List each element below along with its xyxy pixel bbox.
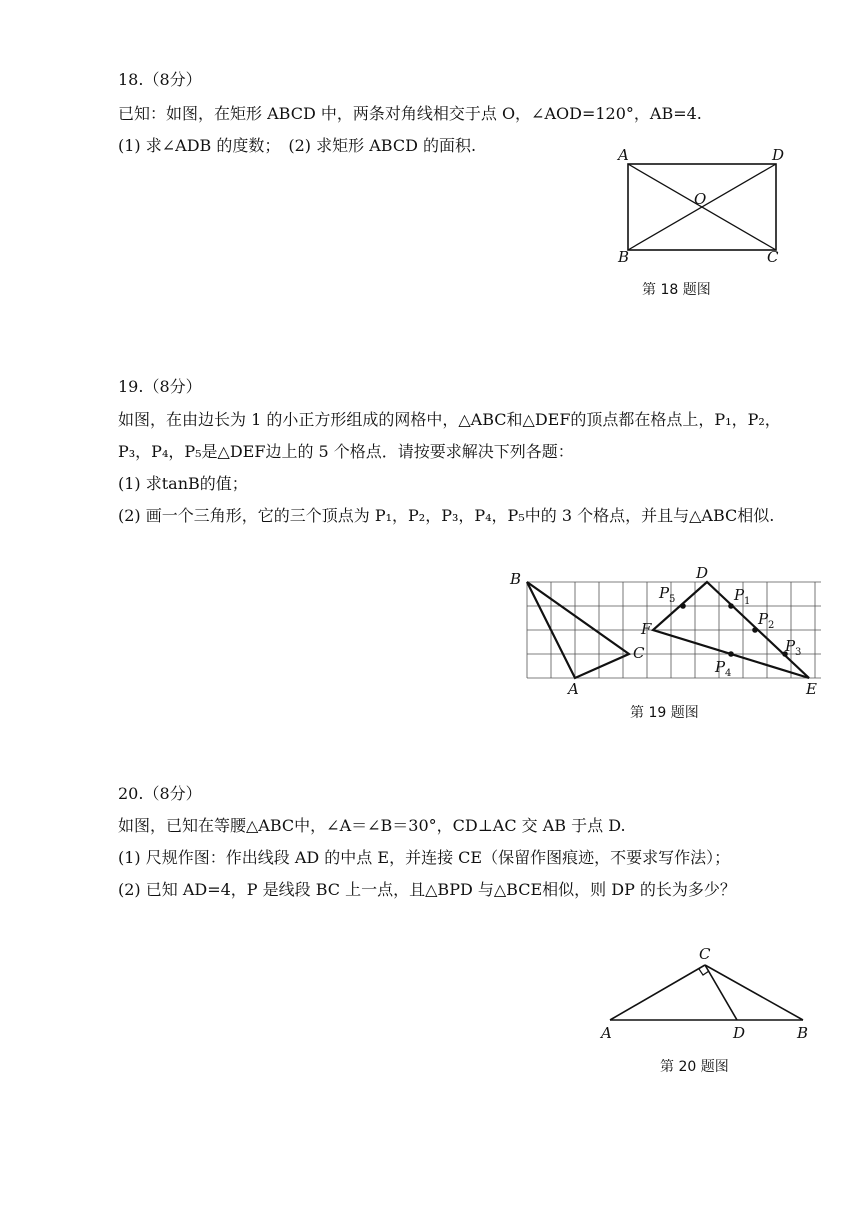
side-ac [610, 965, 705, 1020]
svg-text:5: 5 [669, 594, 676, 605]
label-a: A [601, 1024, 612, 1042]
side-bc [705, 965, 803, 1020]
q18-text-line2: (1) 求∠ADB 的度数； (2) 求矩形 ABCD 的面积. [118, 136, 477, 155]
svg-text:P: P [758, 610, 769, 628]
q20-caption: 第 20 题图 [660, 1059, 729, 1075]
svg-text:2: 2 [768, 620, 775, 631]
label-p2 [757, 610, 774, 631]
label-a: A [618, 146, 629, 164]
q20-triangle-figure [595, 940, 825, 1050]
q20-text-line1: 如图，已知在等腰△ABC中，∠A＝∠B＝30°，CD⊥AC 交 AB 于点 D. [118, 816, 626, 835]
label-c: C [767, 248, 779, 266]
label-a: A [568, 680, 579, 698]
label-c: C [633, 644, 645, 662]
q19-caption: 第 19 题图 [630, 705, 699, 721]
point-p1 [728, 603, 734, 609]
svg-text:4: 4 [725, 668, 732, 679]
label-d: D [733, 1024, 746, 1042]
label-f: F [641, 620, 652, 638]
q18-text-line1: 已知：如图，在矩形 ABCD 中，两条对角线相交于点 O，∠AOD=120°，AB=4. [118, 104, 702, 123]
q19-text-line3: (1) 求tanB的值； [118, 474, 248, 493]
point-p5 [680, 603, 686, 609]
q19-header: 19.（8分） [118, 377, 202, 396]
label-b: B [797, 1024, 809, 1042]
svg-text:3: 3 [795, 647, 802, 658]
q20-text-line2: (1) 尺规作图：作出线段 AD 的中点 E，并连接 CE（保留作图痕迹，不要求写作法）； [118, 848, 731, 867]
label-e: E [806, 680, 817, 698]
label-c: C [699, 945, 711, 963]
svg-text:1: 1 [744, 596, 751, 607]
label-p5 [658, 584, 675, 605]
q18-rectangle-figure [600, 140, 800, 270]
label-p4 [714, 658, 731, 679]
svg-text:P: P [734, 586, 745, 604]
label-d: D [696, 564, 709, 582]
q19-grid-figure [500, 560, 830, 700]
svg-text:P: P [785, 637, 796, 655]
q19-text-line2: P₃，P₄，P₅是△DEF边上的 5 个格点．请按要求解决下列各题： [118, 442, 574, 461]
point-p2 [752, 627, 758, 633]
q20-header: 20.（8分） [118, 784, 202, 803]
q18-caption: 第 18 题图 [642, 282, 711, 298]
svg-text:P: P [715, 658, 726, 676]
label-p3 [784, 637, 801, 658]
q19-text-line1: 如图，在由边长为 1 的小正方形组成的网格中，△ABC和△DEF的顶点都在格点上，P₁，P₂， [118, 410, 781, 429]
label-d: D [772, 146, 785, 164]
label-o: O [694, 190, 707, 208]
q19-text-line4: (2) 画一个三角形，它的三个顶点为 P₁，P₂，P₃，P₄，P₅中的 3 个格点，并且与△ABC相似. [118, 506, 775, 525]
point-p4 [728, 651, 734, 657]
label-b: B [618, 248, 630, 266]
q18-header: 18.（8分） [118, 70, 202, 89]
svg-text:P: P [659, 584, 670, 602]
label-b: B [510, 570, 522, 588]
q20-text-line3: (2) 已知 AD=4，P 是线段 BC 上一点，且△BPD 与△BCE相似，则 DP 的长为多少？ [118, 880, 736, 899]
label-p1 [733, 586, 750, 607]
